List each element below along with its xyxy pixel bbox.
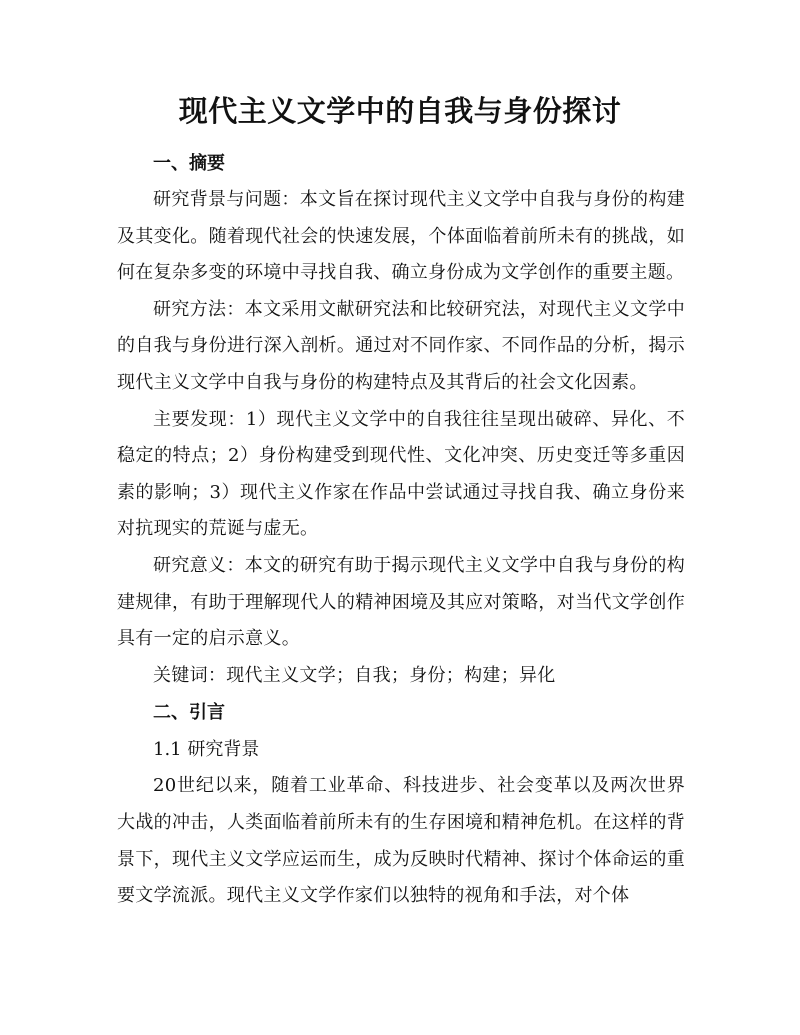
document-body <box>117 143 685 915</box>
abstract-method-paragraph: 研究方法：本文采用文献研究法和比较研究法，对现代主义文学中的自我与身份进行深入剖析。通过对不同作家、不同作品的分析，揭示现代主义文学中自我与身份的构建特点及其背后的社会文化因素。 <box>117 298 685 393</box>
abstract-heading: 一、摘要 <box>153 153 225 174</box>
intro-paragraph: 20世纪以来，随着工业革命、科技进步、社会变革以及两次世界大战的冲击，人类面临着前所未有的生存困境和精神危机。在这样的背景下，现代主义文学应运而生，成为反映时代精神、探讨个体命运的重要文学流派。现代主义文学作家们以独特的视角和手法，对个体 <box>117 775 685 907</box>
intro-subheading: 1.1 研究背景 <box>153 739 260 761</box>
document-title: 现代主义文学中的自我与身份探讨 <box>178 94 622 128</box>
abstract-findings-paragraph: 主要发现：1）现代主义文学中的自我往往呈现出破碎、异化、不稳定的特点；2）身份构建受到现代性、文化冲突、历史变迁等多重因素的影响；3）现代主义作家在作品中尝试通过寻找自我、确立身份来对抗现实的荒诞与虚无。 <box>117 408 685 540</box>
keywords-line: 关键词：现代主义文学；自我；身份；构建；异化 <box>153 664 556 686</box>
abstract-background-paragraph: 研究背景与问题：本文旨在探讨现代主义文学中自我与身份的构建及其变化。随着现代社会的快速发展，个体面临着前所未有的挑战，如何在复杂多变的环境中寻找自我、确立身份成为文学创作的重要主题。 <box>117 189 685 284</box>
abstract-significance-paragraph: 研究意义：本文的研究有助于揭示现代主义文学中自我与身份的构建规律，有助于理解现代人的精神困境及其应对策略，对当代文学创作具有一定的启示意义。 <box>117 554 685 650</box>
intro-heading: 二、引言 <box>153 702 225 724</box>
